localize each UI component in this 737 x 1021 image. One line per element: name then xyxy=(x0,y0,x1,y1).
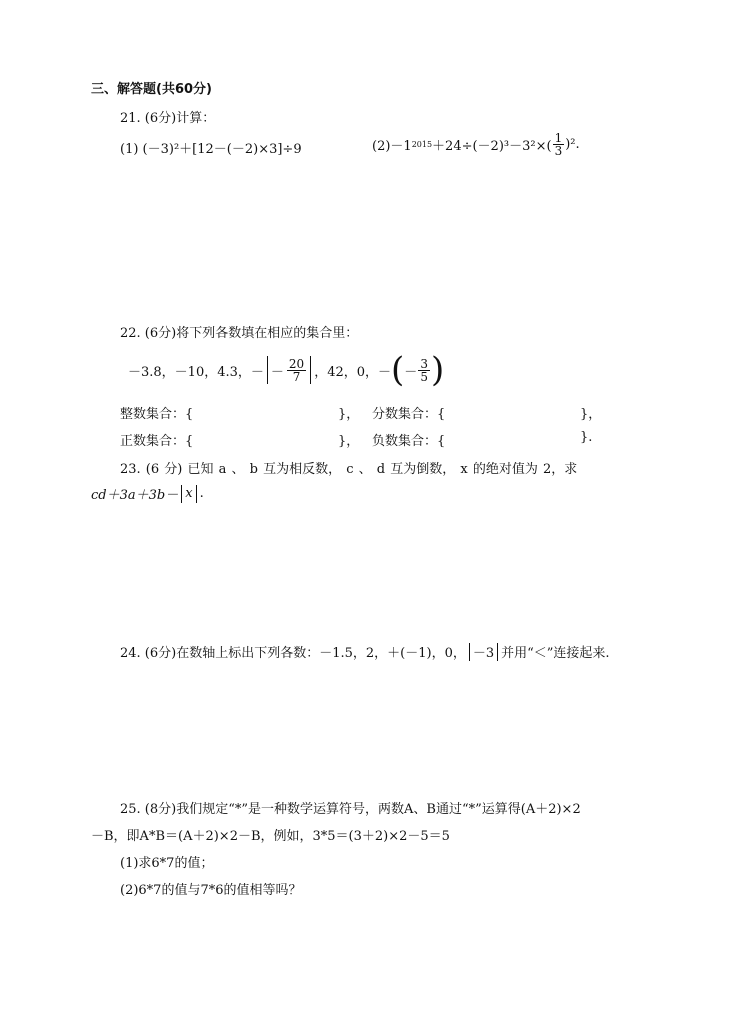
set-negative-close: }. xyxy=(580,430,593,445)
q21-fraction-den: 3 xyxy=(554,144,563,158)
q24-pre: 24. (6分)在数轴上标出下列各数：－1.5，2，＋(－1)，0， xyxy=(120,646,466,661)
abs-bar-right xyxy=(310,356,311,384)
set-integers-open: 整数集合：{ xyxy=(120,407,194,422)
q24-line xyxy=(120,642,610,661)
q21-fraction-num: 1 xyxy=(554,131,563,145)
abs-bar-right xyxy=(497,643,498,661)
q23-expression: cd＋3a＋3b－ xyxy=(91,488,179,503)
set-fractions-open: 分数集合：{ xyxy=(372,407,446,422)
set-positive-close: }， xyxy=(338,434,360,449)
q22-fraction-20-7 xyxy=(287,358,306,383)
q23-line1: 23. (6 分) 已知 a 、 b 互为相反数， c 、 d 互为倒数， x 的绝对值为 2，求 xyxy=(120,462,578,477)
set-fractions-close: }， xyxy=(580,407,602,422)
q21-part2-mid: ＋24÷(－2)³－3²×( xyxy=(432,139,552,154)
q25-sub1: (1)求6*7的值； xyxy=(120,856,214,871)
q23-x: x xyxy=(185,486,193,501)
q25-line2: －B，即A*B＝(A＋2)×2－B，例如，3*5＝(3＋2)×2－5＝5 xyxy=(91,829,450,844)
q22-frac2-den: 5 xyxy=(420,369,428,384)
q22-frac2-num: 3 xyxy=(420,356,428,371)
abs-bar-left xyxy=(469,643,470,661)
q21-fraction xyxy=(553,132,565,157)
set-negative-open: 负数集合：{ xyxy=(372,434,446,449)
q24-abs-inner: －3 xyxy=(472,646,495,661)
q21-part2-pre: (2)－1 xyxy=(372,139,412,154)
abs-bar-left xyxy=(267,356,268,384)
abs-bar-right xyxy=(196,485,197,503)
q25-sub2: (2)6*7的值与7*6的值相等吗？ xyxy=(120,883,302,898)
paren-close: ) xyxy=(430,350,445,390)
q21-part2-post: )². xyxy=(565,137,580,152)
set-integers-close: }， xyxy=(338,407,360,422)
q22-frac-den: 7 xyxy=(292,369,301,384)
q22-numbers-b: ，42，0，－ xyxy=(314,364,392,380)
set-positive-open: 正数集合：{ xyxy=(120,434,194,449)
q25-line1: 25. (8分)我们规定“*”是一种数学运算符号，两数A、B通过“*”运算得(A＋2)×2 xyxy=(120,802,581,817)
q22-numbers-a: －3.8，－10，4.3，－ xyxy=(128,364,264,380)
q21-part2: (2)－1 2015 ＋24÷(－2)³－3²×( $\frac{1}{3}$ )². xyxy=(372,131,580,158)
section-title: 三、解答题(共60分) xyxy=(91,82,212,97)
q21-stem: 21. (6分)计算： xyxy=(120,111,216,126)
q21-part1: (1) (－3)²＋[12－(－2)×3]÷9 xyxy=(120,142,302,157)
q23-line2 xyxy=(91,484,204,503)
paren-open: ( xyxy=(391,350,405,390)
q22-frac-num: 20 xyxy=(288,356,305,371)
q24-post: 并用“＜”连接起来. xyxy=(501,646,610,661)
q22-stem: 22. (6分)将下列各数填在相应的集合里： xyxy=(120,326,359,341)
q22-numbers: －3.8，－10，4.3，－ － $\frac{20}{7}$ ，42，0，－ ( － $\frac{3}{5}$ ) xyxy=(128,350,445,390)
q23-period: . xyxy=(199,486,204,501)
q22-fraction-3-5 xyxy=(418,358,430,383)
abs-bar-left xyxy=(181,485,182,503)
